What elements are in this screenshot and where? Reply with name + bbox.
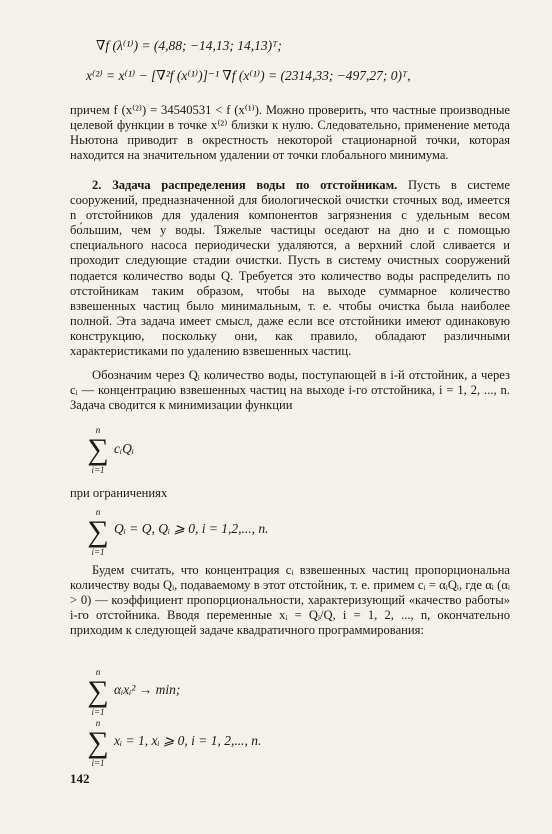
newton-step-formula: x⁽²⁾ = x⁽¹⁾ − [∇²f (x⁽¹⁾)]⁻¹ ∇f (x⁽¹⁾) = (2314,33; −497,27; 0)ᵀ, [86, 68, 411, 83]
sum-objective-body: cᵢQᵢ [114, 441, 135, 456]
sum-constraint-body: Qᵢ = Q, Qᵢ ⩾ 0, i = 1,2,..., n. [114, 521, 269, 536]
sum-upper-limit: n [95, 507, 101, 517]
sum-lower-limit: i=1 [91, 465, 105, 475]
sum-upper-limit: n [95, 718, 101, 728]
sum-upper-limit: n [95, 667, 101, 677]
sigma-symbol: ∑ [87, 433, 109, 466]
sum-quadratic-constraint [86, 718, 110, 768]
sum-lower-limit: i=1 [91, 547, 105, 557]
sigma-symbol: ∑ [87, 515, 109, 548]
sum-lower-limit: i=1 [91, 758, 105, 768]
page-number: 142 [70, 771, 90, 786]
paragraph-concentration: Будем считать, что концентрация cᵢ взвешенных частиц пропорциональна количеству воды Qᵢ, подаваемому в этот отстойник, т. е. примем cᵢ = αᵢQᵢ, где αᵢ (αᵢ > 0) — коэффициент пропорциональности, характеризующий «качество работы» i-го отстойника. Вводя переменные xᵢ = Qᵢ/Q, i = 1, 2, ..., n, окончательно приходим к следующей задаче квадратичного программирования: [70, 563, 510, 638]
sigma-symbol: ∑ [87, 675, 109, 708]
sigma-symbol: ∑ [87, 726, 109, 759]
section-2-paragraph [70, 178, 510, 359]
paragraph-notation: Обозначим через Qᵢ количество воды, поступающей в i-й отстойник, а через cᵢ — концентрацию взвешенных частиц на выходе i-го отстойника, i = 1, 2, ..., n. Задача сводится к минимизации функции [70, 368, 510, 413]
sum-upper-limit: n [95, 425, 101, 435]
gradient-formula: ∇f (λ⁽¹⁾) = (4,88; −14,13; 14,13)ᵀ; [96, 38, 282, 53]
constraints-label: при ограничениях [70, 486, 168, 500]
sum-objective [86, 425, 110, 475]
sum-quadratic-objective-body: αᵢxᵢ² → min; [114, 682, 181, 697]
sum-quadratic-objective [86, 667, 110, 717]
paragraph-newton-result: причем f (x⁽²⁾) = 34540531 < f (x⁽¹⁾). Можно проверить, что частные производные целевой функции в точке x⁽²⁾ близки к нулю. Следовательно, применение метода Ньютона приводит в окрестность некоторой стационарной точки, которая находится на значительном удалении от точки глобального минимума. [70, 103, 510, 163]
sum-lower-limit: i=1 [91, 707, 105, 717]
section-2-text: Пусть в системе сооружений, предназначенной для биологической очистки сточных вод, имеется n отстойников для удаления компонентов загрязнения с удельным весом бо́льшим, чем у воды. Тяжелые частицы оседают на дно и с помощью специального насоса периодически удаляются, а верхний слой сливается и проходит следующие стадии очистки. Пусть в систему очистных сооружений подается количество воды Q. Требуется это количество воды распределить по отстойникам таким образом, чтобы на выходе суммарное количество взвешенных частиц было минимальным, т. е. чтобы очистка была наиболее полной. Эта задача имеет смысл, даже если все отстойники имеют одинаковую конструкцию, поскольку они, как правило, обладают различными характеристиками по удалению взвешенных частиц. [70, 178, 510, 359]
sum-constraint [86, 507, 110, 557]
sum-quadratic-constraint-body: xᵢ = 1, xᵢ ⩾ 0, i = 1, 2,..., n. [114, 733, 262, 748]
section-2-heading: 2. Задача распределения воды по отстойникам. [92, 178, 398, 192]
